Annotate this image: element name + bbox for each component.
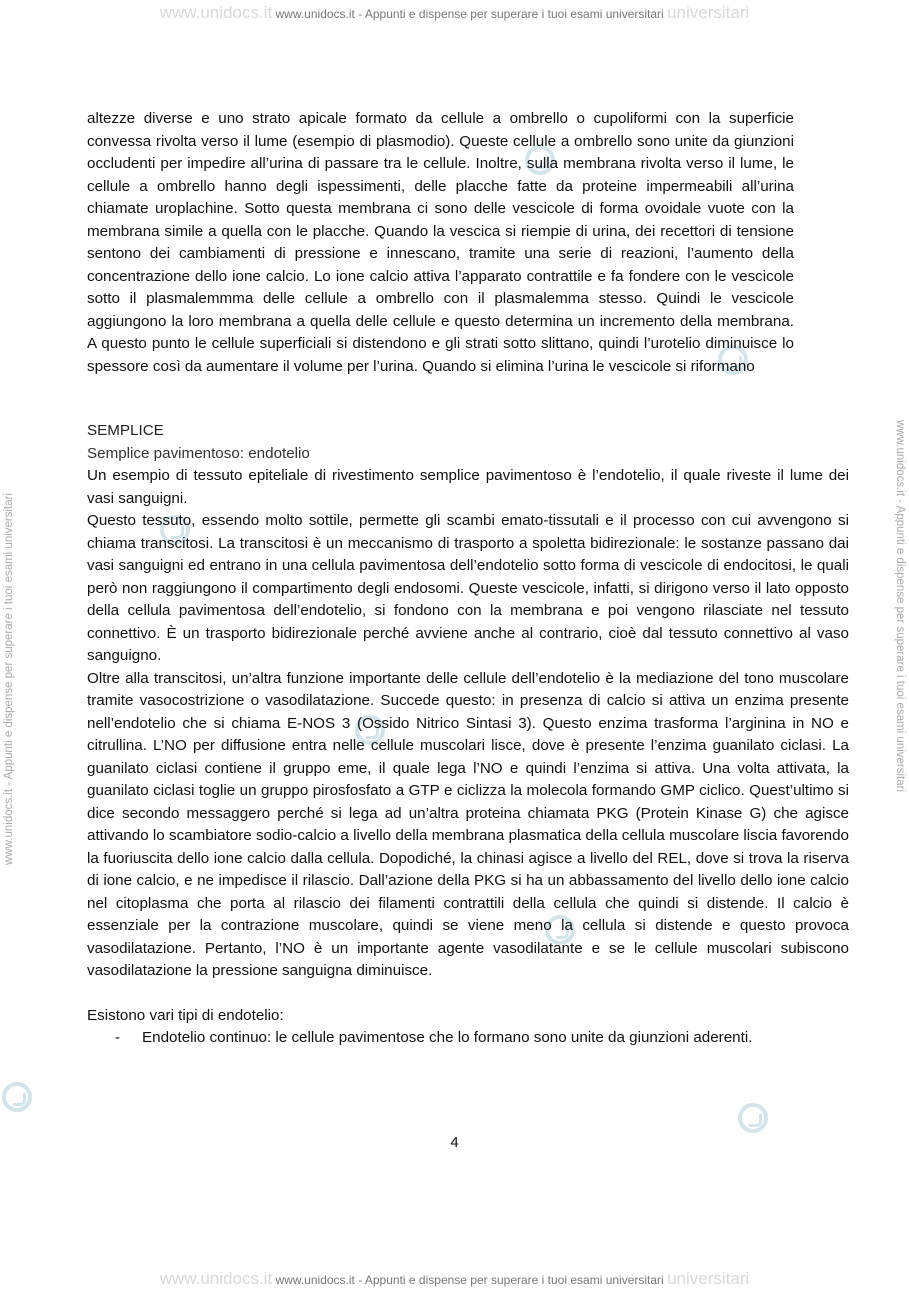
paragraph-urotelio: altezze diverse e uno strato apicale formato da cellule a ombrello o cupoliformi con la superficie convessa rivolta verso il lume (esempio di plasmodio). Queste cellule a ombrello sono unite da giunzioni occludenti per impedire all’urina di passare tra le cellule. Inoltre, sulla membrana rivolta verso il lume, le cellule a ombrello hanno degli ispessimenti, delle placche fatte da proteine impermeabili all’urina chiamate uroplachine. Sotto questa membrana ci sono delle vescicole di forma ovoidale vuote con la membrana simile a quella con le placche. Quando la vescica si riempie di urina, dei recettori di tensione sentono dei cambiamenti di pressione e innescano, tramite una serie di reazioni, l’aumento della concentrazione dello ione calcio. Lo ione calcio attiva l’apparato contrattile e fa fondere con le vescicole sotto il plasmalemmma delle cellule a ombrello con il plasmalemma stesso. Quindi le vescicole aggiungono la loro membrana a quella delle cellule e questo determina un incremento della membrana. A questo punto le cellule superficiali si distendono e gli strati sotto slittano, quindi l’urotelio diminuisce lo spessore così da aumentare il volume per l’urina. Quando si elimina l’urina le vescicole si riformano [87,110,794,375]
section-heading: SEMPLICE [87,422,164,439]
left-watermark: www.unidocs.it - Appunti e dispense per superare i tuoi esami universitari [3,492,15,865]
section-subheading: Semplice pavimentoso: endotelio [87,444,310,462]
logo-watermark-icon [2,1082,32,1112]
bottom-watermark-ghost-left: www.unidocs.it [159,1269,273,1288]
top-watermark [0,3,909,23]
logo-watermark-icon [738,1103,768,1133]
bottom-watermark [0,1269,909,1289]
list-item [115,1027,849,1050]
page-number: 4 [450,1134,459,1151]
bottom-watermark-ghost-right: universitari [667,1269,750,1288]
paragraph-tono-muscolare: Oltre alla transcitosi, un’altra funzione importante delle cellule dell’endotelio è la mediazione del tono muscolare tramite vasocostrizione o vasodilatazione. Succede questo: in presenza di calcio si attiva un enzima presente nell’endotelio che si chiama E-NOS 3 (Ossido Nitrico Sintasi 3). Questo enzima trasforma l’arginina in NO e citrullina. L’NO per diffusione entra nelle cellule muscolari lisce, dove è presente l’enzima guanilato ciclasi. La guanilato ciclasi contiene il gruppo eme, il quale lega l’NO e quindi l’enzima si attiva. Una volta attivata, la guanilato ciclasi toglie un gruppo pirosfosfato a GTP e ciclizza la molecola formando GMP ciclico. Quest’ultimo si dice secondo messaggero perché si lega ad un’altra proteina chiamata PKG (Protein Kinase G) che agisce attivando lo scambiatore sodio-calcio a livello della membrana plasmatica della cellula muscolare liscia favorendo la fuoriuscita dello ione calcio dalla cellula. Dopodiché, la chinasi agisce a livello del REL, dove si trova la riserva di ione calcio, e ne impedisce il rilascio. Dall’azione della PKG si ha un abbassamento del livello dello ione calcio nel citoplasma che porta al rilascio dei filamenti contrattili della cellula che quindi si distende. Il calcio è essenziale per la contrazione muscolare, quindi se viene meno la cellula si distende e questo provoca vasodilatazione. Pertanto, l’NO è un importante agente vasodilatante e se le cellule muscolari subiscono vasodilatazione la pressione sanguigna diminuisce. [87,669,849,979]
paragraph-transcitosi: Questo tessuto, essendo molto sottile, permette gli scambi emato-tissutali e il processo con cui avvengono si chiama transcitosi. La transcitosi è un meccanismo di trasporto a spoletta bidirezionale: le sostanze passano dai vasi sanguigni ed entrano in una cellula pavimentosa dell’endotelio sotto forma di vescicole di endocitosi, le quali però non raggiungono il compartimento degli endosomi. Queste vescicole, infatti, si dirigono verso il lato opposto della cellula pavimentosa dell’endotelio, si fondono con la membrana e poi vengono rilasciate nel tessuto connettivo. È un trasporto bidirezionale perché avviene anche al contrario, cioè dal tessuto connettivo al vaso sanguigno. [87,512,849,664]
right-watermark: www.unidocs.it - Appunti e dispense per superare i tuoi esami universitari [894,420,906,793]
document-body [87,108,849,1050]
list-item-text: Endotelio continuo: le cellule pavimentose che lo formano sono unite da giunzioni aderenti. [142,1029,753,1046]
top-watermark-ghost-right: universitari [667,3,750,22]
paragraph-endotelio-intro: Un esempio di tessuto epiteliale di rivestimento semplice pavimentoso è l’endotelio, il quale riveste il lume dei vasi sanguigni. [87,467,849,507]
bottom-watermark-text: www.unidocs.it - Appunti e dispense per superare i tuoi esami universitari [275,1273,664,1287]
top-watermark-text: www.unidocs.it - Appunti e dispense per superare i tuoi esami universitari [275,7,664,21]
list-bullet: - [115,1029,121,1046]
paragraph-tipi-endotelio: Esistono vari tipi di endotelio: [87,1006,284,1024]
top-watermark-ghost-left: www.unidocs.it [159,3,273,22]
